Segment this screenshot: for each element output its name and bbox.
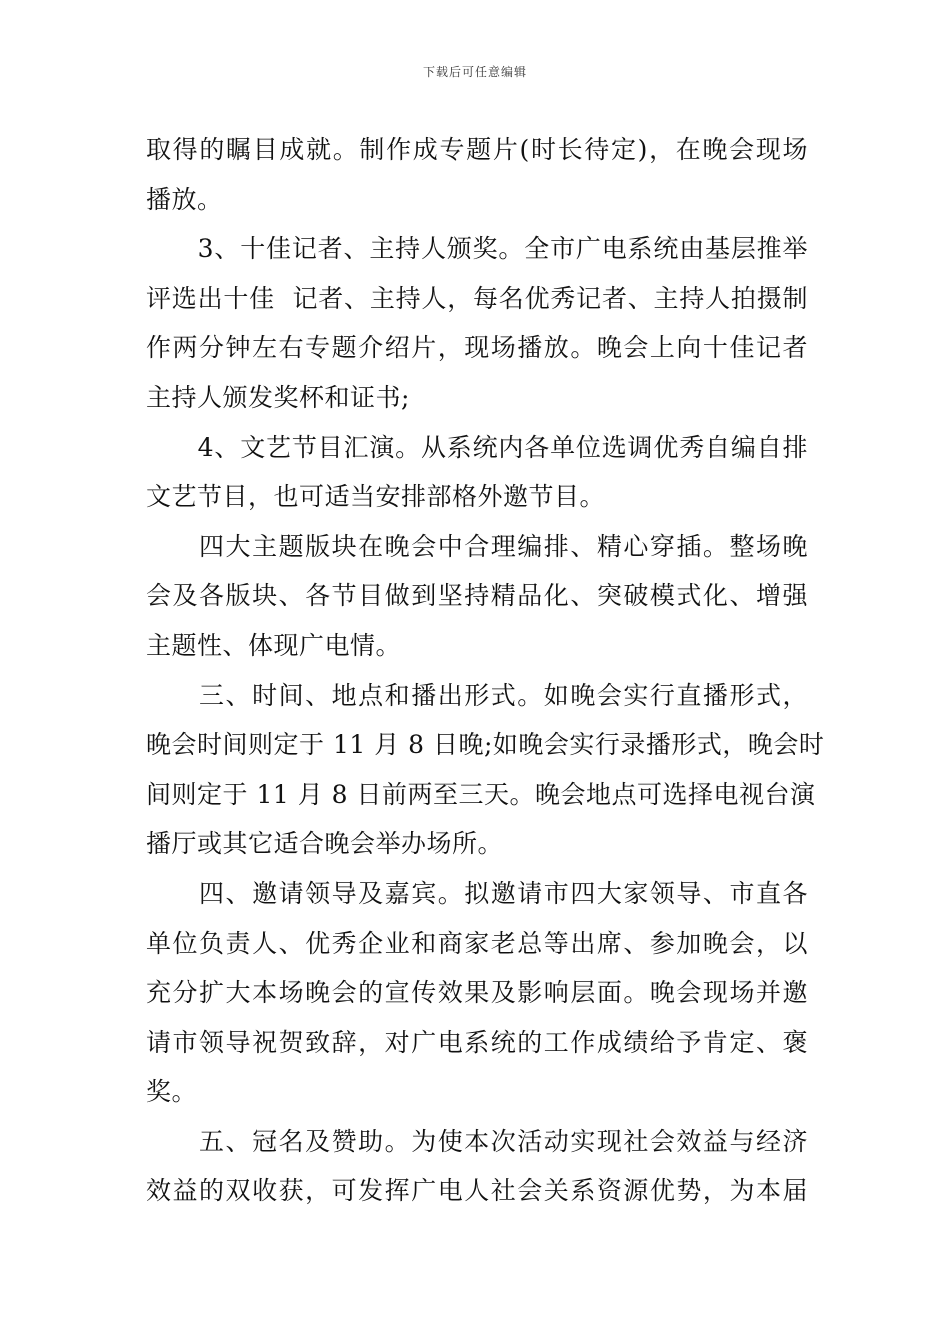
text-line: 间则定于 11 月 8 日前两至三天。晚会地点可选择电视台演: [146, 779, 816, 809]
text-line: 评选出十佳 记者、主持人，每名优秀记者、主持人拍摄制: [146, 283, 808, 313]
document-body: [146, 125, 825, 1216]
text-line: 取得的瞩目成就。制作成专题片(时长待定)，在晚会现场: [146, 135, 808, 164]
text-line: 四、邀请领导及嘉宾。拟邀请市四大家领导、市直各: [146, 878, 808, 908]
text-line: 主持人颁发奖杯和证书;: [146, 382, 410, 412]
text-line: 四大主题版块在晚会中合理编排、精心穿插。整场晚: [146, 531, 808, 561]
text-line: 三、时间、地点和播出形式。如晚会实行直播形式，: [146, 680, 808, 710]
text-line: 作两分钟左右专题介绍片，现场播放。晚会上向十佳记者: [146, 333, 808, 363]
text-line: 请市领导祝贺致辞，对广电系统的工作成绩给予肯定、褒: [146, 1027, 808, 1057]
text-line: 充分扩大本场晚会的宣传效果及影响层面。晚会现场并邀: [146, 978, 808, 1008]
text-line: 播厅或其它适合晚会举办场所。: [146, 829, 504, 859]
text-line: 单位负责人、优秀企业和商家老总等出席、参加晚会，以: [146, 928, 808, 958]
text-line: 效益的双收获，可发挥广电人社会关系资源优势，为本届: [146, 1176, 808, 1206]
text-line: 五、冠名及赞助。为使本次活动实现社会效益与经济: [146, 1126, 808, 1156]
text-line: 播放。: [146, 184, 223, 214]
page-header: 下载后可任意编辑: [422, 65, 527, 79]
text-line: 晚会时间则定于 11 月 8 日晚;如晚会实行录播形式，晚会时: [146, 730, 825, 760]
text-line: 主题性、体现广电情。: [146, 630, 402, 660]
text-line: 4、文艺节目汇演。从系统内各单位选调优秀自编自排: [146, 432, 808, 462]
text-line: 3、十佳记者、主持人颁奖。全市广电系统由基层推举: [146, 234, 808, 264]
text-line: 奖。: [146, 1077, 198, 1107]
text-line: 文艺节目，也可适当安排部格外邀节目。: [146, 482, 606, 512]
text-line: 会及各版块、各节目做到坚持精品化、突破模式化、增强: [146, 581, 808, 611]
